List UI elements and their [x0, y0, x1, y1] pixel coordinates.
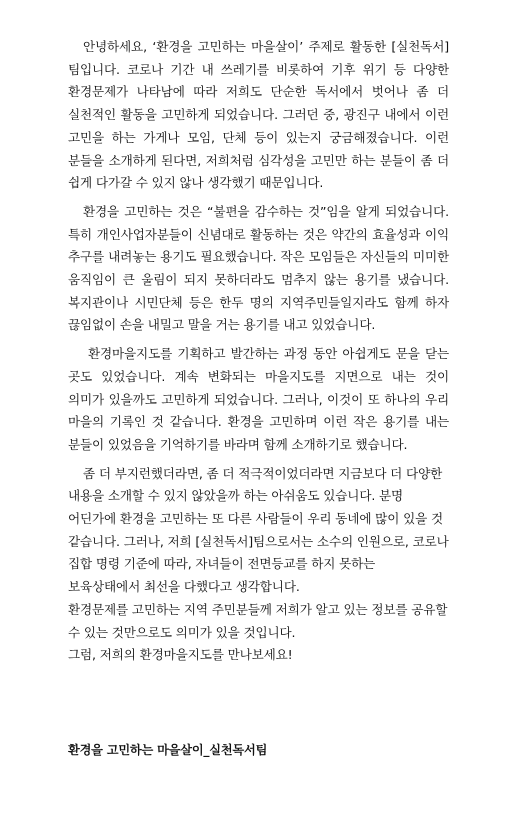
letter-body — [68, 36, 449, 667]
paragraph-map-process: 환경마을지도를 기획하고 발간하는 과정 동안 아쉽게도 문을 닫는 곳도 있었습니다. 계속 변화되는 마을지도를 지면으로 내는 것이 의미가 있을까도 고민하게 되었습니다. 그러나, 이것이 또 하나의 우리 마을의 기록인 것 같습니다. 환경을 고민하며 이런 작은 용기를 내는 분들이 있었음을 기억하기를 바라며 함께 소개하기로 했습니다. — [68, 346, 449, 452]
paragraph-reflection: 좀 더 부지런했더라면, 좀 더 적극적이었더라면 지금보다 더 다양한 내용을 소개할 수 있지 않았을까 하는 아쉬움도 있습니다. 분명 어딘가에 환경을 고민하는 또 다른 사람들이 우리 동네에 많이 있을 것 같습니다. 그러나, 저희 [실천독서]팀으로서는 소수의 인원으로, 코로나 집합 명령 기준에 따라, 자녀들이 전면등교를 하지 못하는 보육상태에서 최선을 다했다고 생각합니다. — [68, 465, 449, 595]
paragraph-courage: 환경을 고민하는 것은 “불편을 감수하는 것”임을 알게 되었습니다. 특히 개인사업자분들이 신념대로 활동하는 것은 약간의 효율성과 이익 추구를 내려놓는 용기도 필요했습니다. 작은 모임들은 자신들의 미미한 움직임이 큰 울림이 되지 못하더라도 멈추지 않는 용기를 냈습니다. 복지관이나 시민단체 등은 한두 명의 지역주민들일지라도 함께 하자 끊임없이 손을 내밀고 말을 거는 용기를 내고 있었습니다. — [68, 203, 449, 333]
team-signature: 환경을 고민하는 마을살이_실천독서팀 — [68, 743, 268, 757]
paragraph-introduction: 안녕하세요, ‘환경을 고민하는 마을살이’ 주제로 활동한 [실천독서]팀입니다. 코로나 기간 내 쓰레기를 비롯하여 기후 위기 등 다양한 환경문제가 나타남에 따라 저희도 단순한 독서에서 벗어나 좀 더 실천적인 활동을 고민하게 되었습니다. 그러던 중, 광진구 내에서 이런 고민을 하는 가게나 모임, 단체 등이 있는지 궁금해졌습니다. 이런 분들을 소개하게 된다면, 저희처럼 심각성을 고민만 하는 분들이 좀 더 쉽게 다가갈 수 있지 않나 생각했기 때문입니다. — [68, 39, 449, 191]
closing-line-sharing: 환경문제를 고민하는 지역 주민분들께 저희가 알고 있는 정보를 공유할 수 있는 것만으로도 의미가 있을 것입니다. — [68, 601, 448, 640]
closing-line-invitation: 그럼, 저희의 환경마을지도를 만나보세요! — [68, 647, 293, 663]
closing-block — [68, 463, 449, 667]
